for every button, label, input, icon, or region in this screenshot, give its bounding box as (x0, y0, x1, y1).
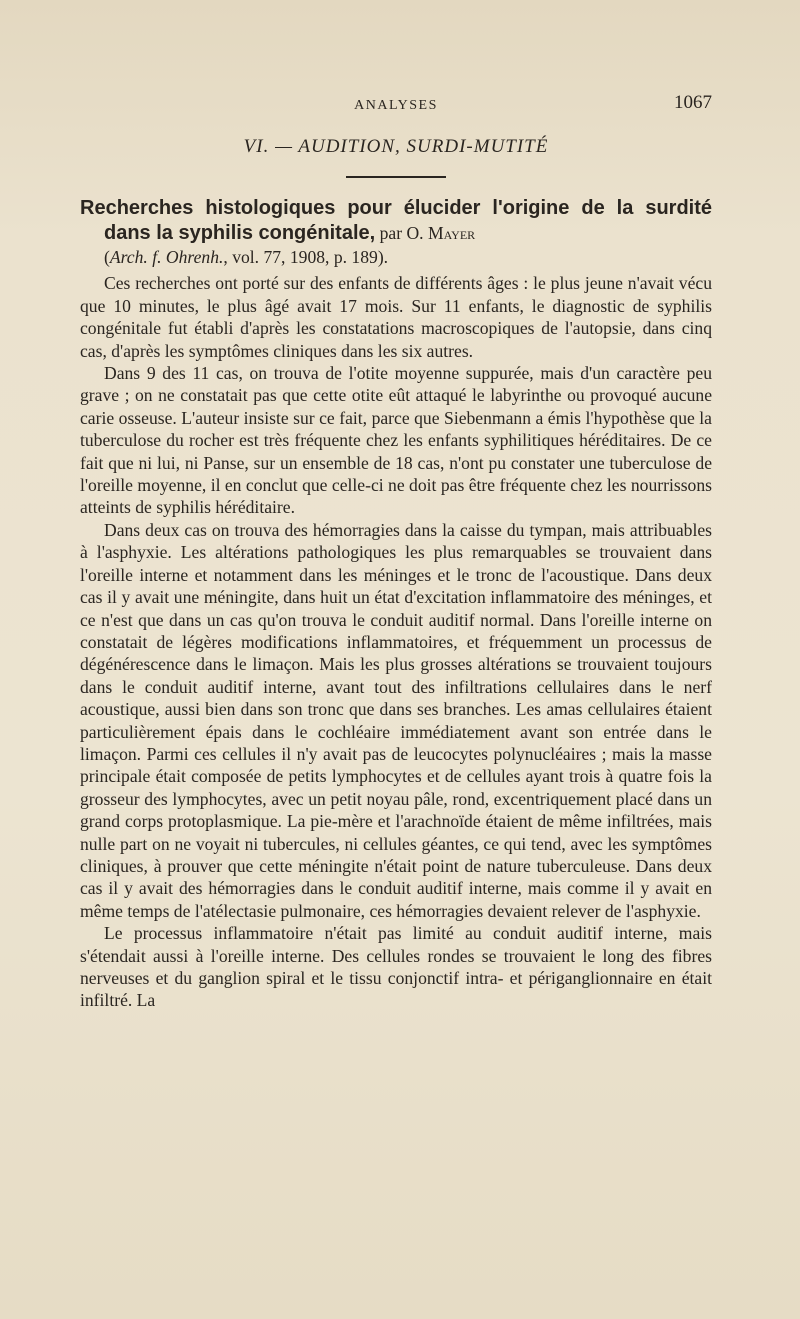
paragraph: Dans deux cas on trouva des hémorragies dans la caisse du tympan, mais attribuables à l'asphyxie. Les altérations pathologiques les plus remarquables se trouvaient dans l'oreille interne et notamment dans les méninges et le tronc de l'acoustique. Dans deux cas il y avait une méningite, dans huit un état d'excitation inflammatoire des méninges, et ce n'est que dans un cas qu'on trouva le conduit auditif normal. Dans l'oreille interne on constatait de légères modifications inflammatoires, et fréquemment un processus de dégénérescence dans le limaçon. Mais les plus grosses altérations se trouvaient toujours dans le conduit auditif interne, avant tout des infiltrations cellulaires dans le nerf acoustique, aussi bien dans son tronc que dans ses branches. Les amas cellulaires étaient particulièrement épais dans le cochléaire immédiatement avant son entrée dans le limaçon. Parmi ces cellules il n'y avait pas de leucocytes polynucléaires ; mais la masse principale était composée de petits lymphocytes et de cellules ayant trois à quatre fois la grosseur des lymphocytes, avec un petit noyau pâle, rond, excentriquement placé dans un grand corps protoplasmique. La pie-mère et l'arachnoïde étaient de même infiltrées, mais nulle part on ne voyait ni tubercules, ni cellules géantes, ce qui tend, avec les symptômes cliniques, à prouver que cette méningite n'était point de nature tuberculeuse. Dans deux cas il y avait des hémorragies dans le conduit auditif interne, mais comme il y avait en même temps de l'atélectasie pulmonaire, ces hémorragies devaient relever de l'asphyxie. (80, 519, 712, 921)
paragraph: Dans 9 des 11 cas, on trouva de l'otite moyenne suppurée, mais d'un caractère peu grave ; on ne constatait pas que cette otite eût attaqué le labyrinthe ou provoqué aucune carie osseuse. L'auteur insiste sur ce fait, parce que Siebenmann a émis l'hypothèse que la tuberculose du rocher est très fréquente chez les enfants syphilitiques héréditaires. De ce fait que ni lui, ni Panse, sur un ensemble de 18 cas, n'ont pu constater une tuberculose de l'oreille moyenne, il en conclut que celle-ci ne doit pas être fréquente chez les nourrissons atteints de syphilis héréditaire. (80, 363, 712, 518)
reference-details: , vol. 77, 1908, p. 189). (223, 247, 389, 267)
paragraph: Ces recherches ont porté sur des enfants de différents âges : le plus jeune n'avait vécu que 10 minutes, le plus âgé avait 17 mois. Sur 11 enfants, le diagnostic de syphilis congénitale fut établi d'après les constatations macroscopiques de l'autopsie, dans cinq cas, d'après les symptômes cliniques dans les six autres. (80, 273, 712, 361)
section-divider (346, 176, 446, 178)
bibliographic-reference (104, 246, 712, 268)
article-heading (80, 196, 712, 246)
page-number: 1067 (674, 92, 712, 113)
paragraph: Le processus inflammatoire n'était pas limité au conduit auditif interne, mais s'étendait aussi à l'oreille interne. Des cellules rondes se trouvaient le long des fibres nerveuses et du ganglion spiral et le tissu conjonctif intra- et périganglionnaire en était infiltré. La (80, 923, 712, 1011)
article (80, 196, 712, 1012)
section-title: VI. — AUDITION, SURDI-MUTITÉ (243, 136, 549, 157)
reference-open: ( (104, 247, 110, 267)
journal-name: Arch. f. Ohrenh. (109, 247, 224, 267)
author-name: Mayer (427, 223, 476, 243)
author-prefix: par O. (375, 223, 428, 243)
running-title: ANALYSES (354, 98, 438, 113)
page-header (80, 92, 712, 118)
article-title: Recherches histologiques pour élucider l'origine de la surdité dans la syphilis congénitale, (80, 197, 712, 244)
